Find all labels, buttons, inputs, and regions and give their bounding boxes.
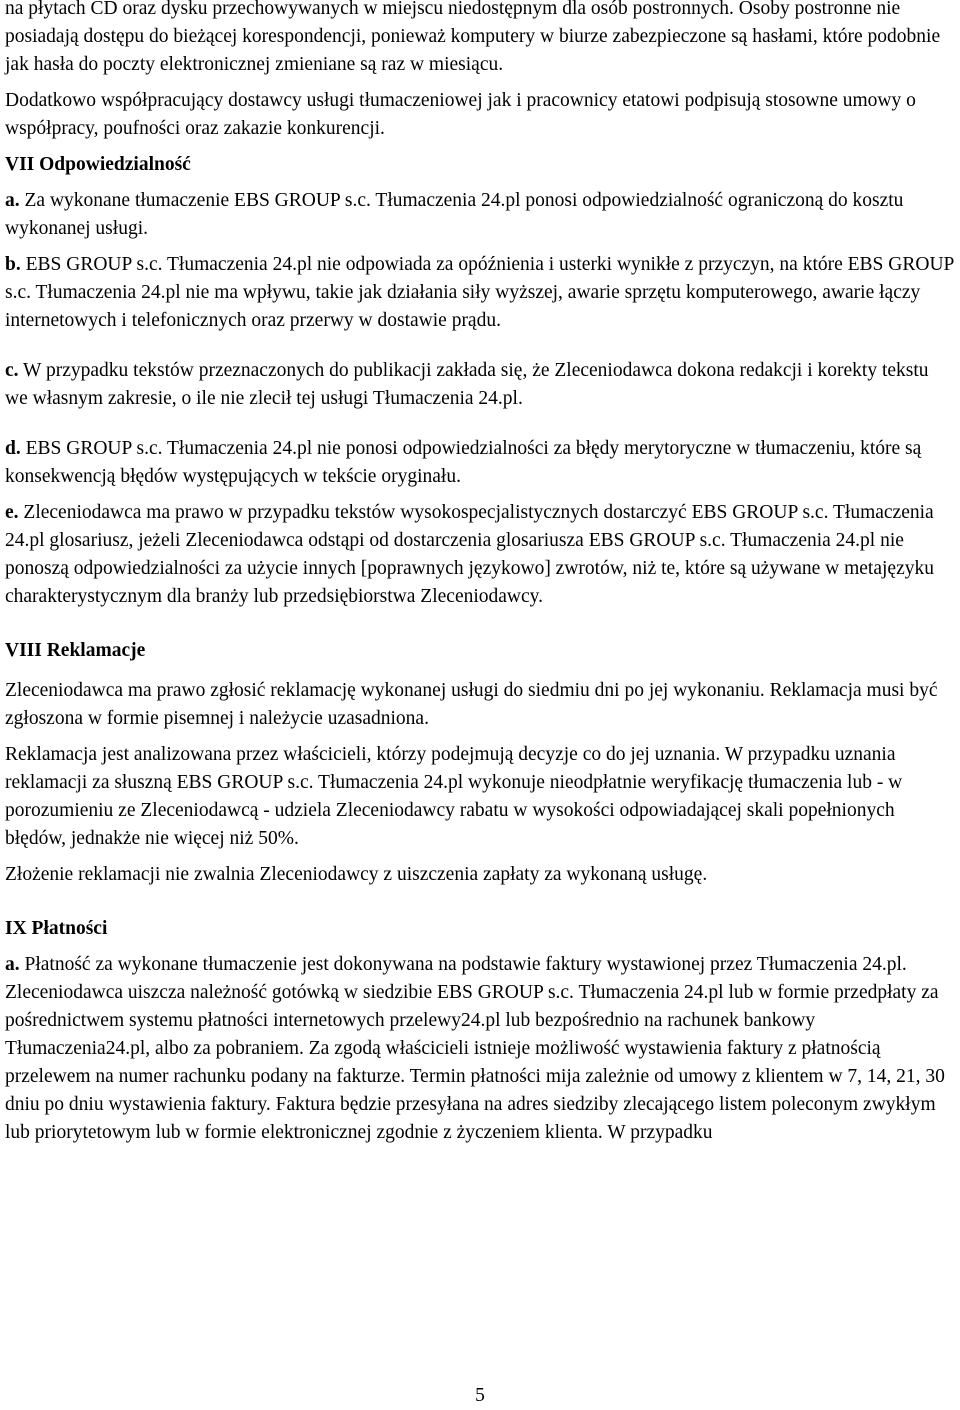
section-heading-vii: VII Odpowiedzialność — [5, 154, 191, 175]
item-text: EBS GROUP s.c. Tłumaczenia 24.pl nie ponosi odpowiedzialności za błędy merytoryczne w tłumaczeniu, które są konsekwencją błędów występujących w tekście oryginału. — [5, 438, 922, 487]
section-heading-viii: VIII Reklamacje — [5, 640, 146, 661]
paragraph-confidentiality-storage: na płytach CD oraz dysku przechowywanych w miejscu niedostępnym dla osób postronnych. Osoby postronne nie posiadają dostępu do bieżącej korespondencji, ponieważ komputery w biurze zabezpieczone są hasłami, które podobnie jak hasła do poczty elektronicznej zmieniane są raz w miesiącu. — [5, 0, 941, 75]
section-vii-item-c — [5, 357, 955, 413]
item-marker: a. — [5, 190, 20, 211]
section-vii-item-d — [5, 435, 955, 491]
item-text: W przypadku tekstów przeznaczonych do publikacji zakłada się, że Zleceniodawca dokona redakcji i korekty tekstu we własnym zakresie, o ile nie zlecił tej usługi Tłumaczenia 24.pl. — [5, 360, 929, 409]
item-text: Zleceniodawca ma prawo w przypadku tekstów wysokospecjalistycznych dostarczyć EBS GROUP s.c. Tłumaczenia 24.pl glosariusz, jeżeli Zleceniodawca odstąpi od dostarczenia glosariusza EBS GROUP s.c. Tłumaczenia 24.pl nie ponoszą odpowiedzialności za użycie innych [poprawnych językowo] zwrotów, niż te, które są używane w metajęzyku charakterystycznym dla branży lub przedsiębiorstwa Zleceniodawcy. — [5, 502, 934, 607]
section-vii-item-e — [5, 499, 955, 611]
section-ix-item-a — [5, 951, 955, 1147]
item-marker: a. — [5, 954, 20, 975]
paragraph-contractors-agreements: Dodatkowo współpracujący dostawcy usługi tłumaczeniowej jak i pracownicy etatowi podpisują stosowne umowy o współpracy, poufności oraz zakazie konkurencji. — [5, 90, 916, 139]
item-text: Płatność za wykonane tłumaczenie jest dokonywana na podstawie faktury wystawionej przez Tłumaczenia 24.pl. Zleceniodawca uiszcza należność gotówką w siedzibie EBS GROUP s.c. Tłumaczenia 24.pl lub w formie przedpłaty za pośrednictwem systemu płatności internetowych przelewy24.pl lub bezpośrednio na rachunek bankowy Tłumaczenia24.pl, albo za pobraniem. Za zgodą właścicieli istnieje możliwość wystawienia faktury z płatnością przelewem na numer rachunku podany na fakturze. Termin płatności mija zależnie od umowy z klientem w 7, 14, 21, 30 dniu po dniu wystawienia faktury. Faktura będzie przesyłana na adres siedziby zlecającego listem poleconym zwykłym lub priorytetowym lub w formie elektronicznej zgodnie z życzeniem klienta. W przypadku — [5, 954, 945, 1143]
item-text: Za wykonane tłumaczenie EBS GROUP s.c. Tłumaczenia 24.pl ponosi odpowiedzialność ograniczoną do kosztu wykonanej usługi. — [5, 190, 904, 239]
section-vii-item-a — [5, 187, 955, 243]
item-marker: d. — [5, 438, 21, 459]
section-viii-paragraph-2: Reklamacja jest analizowana przez właścicieli, którzy podejmują decyzje co do jej uznania. W przypadku uznania reklamacji za słuszną EBS GROUP s.c. Tłumaczenia 24.pl wykonuje nieodpłatnie weryfikację tłumaczenia lub - w porozumieniu ze Zleceniodawcą - udziela Zleceniodawcy rabatu w wysokości odpowiadającej skali popełnionych błędów, jednakże nie więcej niż 50%. — [5, 744, 903, 849]
section-vii-item-b — [5, 251, 955, 335]
section-viii-paragraph-3: Złożenie reklamacji nie zwalnia Zleceniodawcy z uiszczenia zapłaty za wykonaną usługę. — [5, 864, 708, 885]
item-text: EBS GROUP s.c. Tłumaczenia 24.pl nie odpowiada za opóźnienia i usterki wynikłe z przyczyn, na które EBS GROUP s.c. Tłumaczenia 24.pl nie ma wpływu, takie jak działania siły wyższej, awarie sprzętu komputerowego, awarie łączy internetowych i telefonicznych oraz przerwy w dostawie prądu. — [5, 254, 954, 331]
section-viii-paragraph-1: Zleceniodawca ma prawo zgłosić reklamację wykonanej usługi do siedmiu dni po jej wykonaniu. Reklamacja musi być zgłoszona w formie pisemnej i należycie uzasadniona. — [5, 680, 938, 729]
section-heading-ix: IX Płatności — [5, 918, 108, 939]
item-marker: b. — [5, 254, 21, 275]
document-page — [5, 0, 955, 1147]
item-marker: c. — [5, 360, 19, 381]
page-number: 5 — [475, 1385, 485, 1406]
item-marker: e. — [5, 502, 19, 523]
